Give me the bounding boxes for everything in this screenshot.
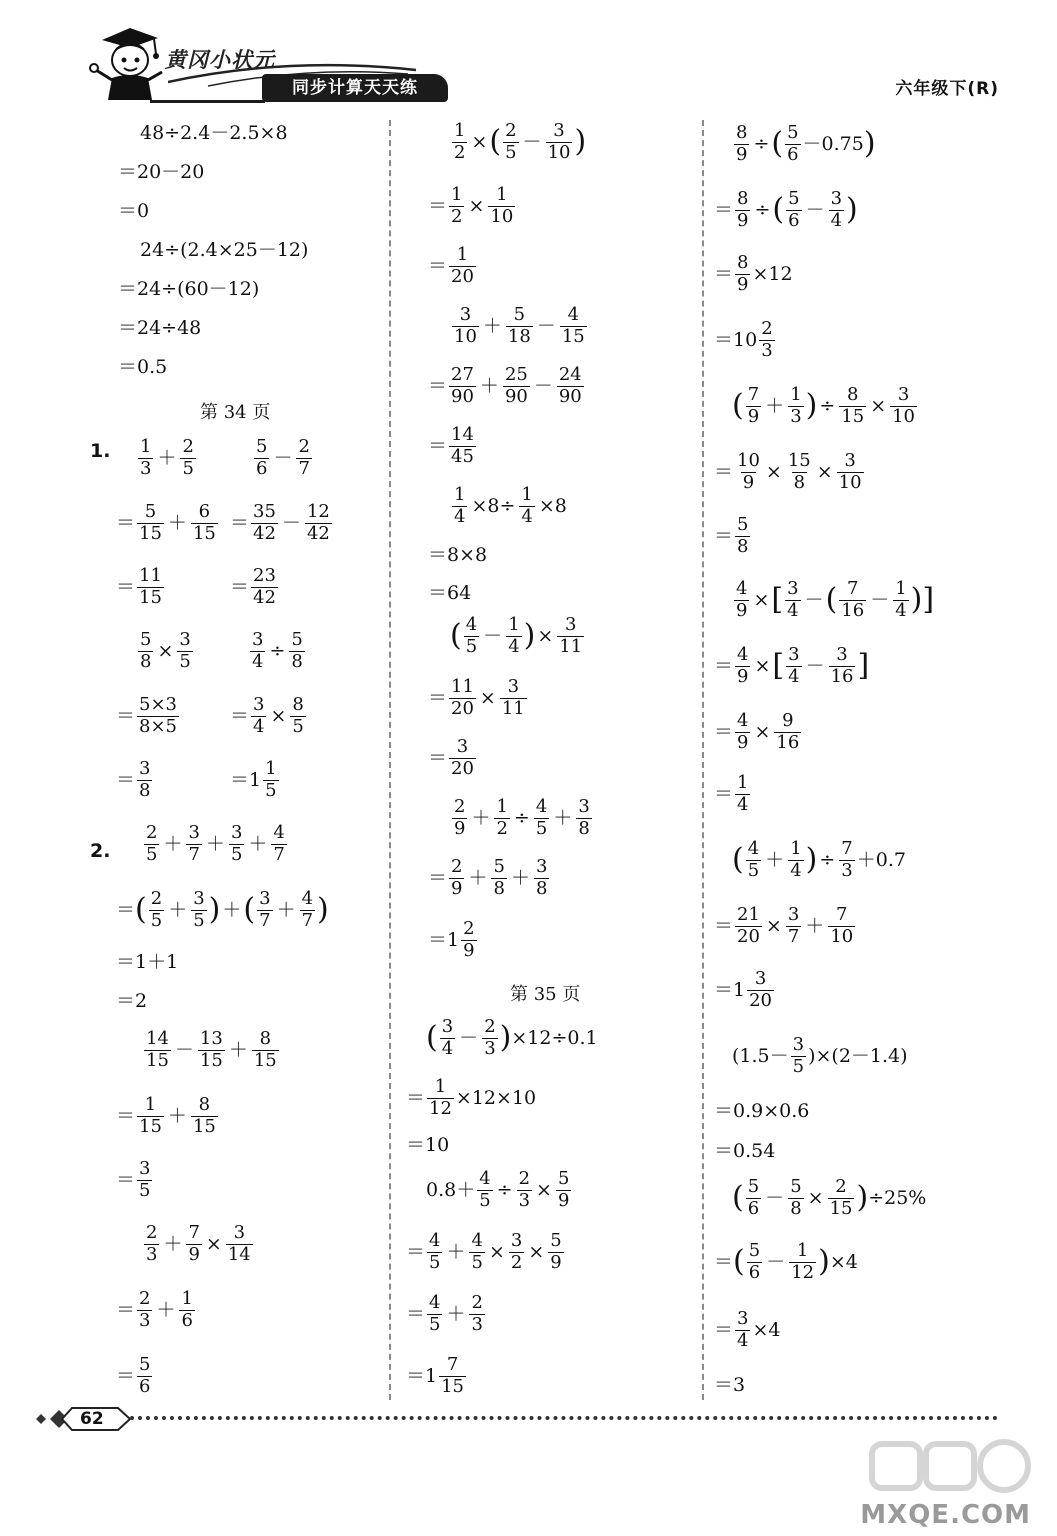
math-line: $\frac{3}{4}$ ÷ $\frac{5}{8}$: [252, 629, 303, 672]
math-line: $\frac{14}{15}$ － $\frac{13}{15}$ ＋ $\frac{8}{15}$: [146, 1028, 277, 1071]
math-line: ＝0.54: [714, 1140, 776, 1162]
math-line: ＝20－20: [118, 161, 205, 183]
math-line: ＝ $\frac{5}{6}$: [116, 1354, 151, 1397]
math-line: ＝1＋1: [116, 951, 179, 973]
math-line: ＝ $\frac{4}{9}$ × [ $\frac{3}{4}$ － $\frac{3}{16}$ ]: [714, 644, 870, 687]
math-line: ＝ ( $\frac{5}{6}$ － $\frac{1}{12}$ ) ×4: [714, 1240, 858, 1283]
math-line: ＝ $\frac{1}{20}$: [428, 244, 474, 287]
question-number: 2.: [90, 840, 111, 862]
math-line: ＝ $\frac{1}{15}$ ＋ $\frac{8}{15}$: [116, 1094, 216, 1137]
math-line: $\frac{2}{5}$ ＋ $\frac{3}{7}$ ＋ $\frac{3}{5}$ ＋ $\frac{4}{7}$: [146, 822, 285, 865]
math-line: ＝ $\frac{35}{42}$ － $\frac{12}{42}$: [230, 501, 330, 544]
column-divider: [389, 120, 391, 1400]
math-line: $\frac{8}{9}$ ÷ ( $\frac{5}{6}$ －0.75 ): [736, 122, 876, 165]
math-line: ＝0: [118, 200, 150, 222]
math-line: ＝ $\frac{3}{5}$: [116, 1158, 151, 1201]
math-line: ＝1 $\frac{1}{5}$: [230, 758, 277, 801]
math-line: ( $\frac{3}{4}$ － $\frac{2}{3}$ ) ×12÷0.1: [426, 1016, 598, 1059]
grade-label: 六年级下(R): [895, 79, 999, 99]
math-line: ＝ $\frac{5}{15}$ ＋ $\frac{6}{15}$: [116, 501, 216, 544]
math-line: ＝ $\frac{10}{9}$ × $\frac{15}{8}$ × $\frac{3}{10}$: [714, 450, 862, 493]
math-line: ＝ $\frac{11}{15}$: [116, 565, 162, 608]
math-line: ＝ ( $\frac{2}{5}$ ＋ $\frac{3}{5}$ ) ＋ ( $\frac{3}{7}$ ＋ $\frac{4}{7}$ ): [116, 888, 329, 931]
watermark-url: MXQE.COM: [860, 1500, 1031, 1530]
math-line: $\frac{1}{2}$ × ( $\frac{2}{5}$ － $\frac{3}{10}$ ): [454, 120, 587, 163]
math-line: ＝10: [406, 1134, 450, 1156]
math-line: ＝1 $\frac{2}{9}$: [428, 918, 475, 961]
brand-name: 黄冈小状元: [165, 48, 275, 72]
math-line: ＝ $\frac{3}{20}$: [428, 736, 474, 779]
math-line: ＝ $\frac{5\times 3}{8\times 5}$: [116, 694, 178, 737]
math-line: 48÷2.4－2.5×8: [140, 122, 288, 144]
math-line: $\frac{1}{4}$ ×8÷ $\frac{1}{4}$ ×8: [454, 484, 567, 527]
math-line: ＝ $\frac{8}{9}$ ×12: [714, 252, 793, 295]
math-line: ( $\frac{4}{5}$ － $\frac{1}{4}$ ) × $\frac{3}{11}$: [450, 614, 583, 657]
math-line: ＝8×8: [428, 544, 488, 566]
math-line: ＝ $\frac{1}{12}$ ×12×10: [406, 1076, 537, 1119]
math-line: ＝1 $\frac{3}{20}$: [714, 968, 772, 1011]
math-line: ＝ $\frac{4}{5}$ ＋ $\frac{2}{3}$: [406, 1292, 483, 1335]
math-line: ＝ $\frac{2}{9}$ ＋ $\frac{5}{8}$ ＋ $\frac{3}{8}$: [428, 856, 548, 899]
math-line: ＝24÷48: [118, 317, 202, 339]
math-line: ＝ $\frac{5}{8}$: [714, 514, 749, 557]
math-line: ＝ $\frac{3}{4}$ ×4: [714, 1308, 781, 1351]
math-line: $\frac{4}{9}$ × [ $\frac{3}{4}$ － ( $\frac{7}{16}$ － $\frac{1}{4}$ )]: [736, 578, 935, 621]
math-line: ＝2: [116, 990, 148, 1012]
math-line: ( $\frac{7}{9}$ ＋ $\frac{1}{3}$ ) ÷ $\frac{8}{15}$ × $\frac{3}{10}$: [732, 384, 916, 427]
math-line: ＝1 $\frac{7}{15}$: [406, 1354, 464, 1397]
math-line: ＝64: [428, 582, 472, 604]
math-line: ＝24÷(60－12): [118, 278, 260, 300]
math-line: ＝ $\frac{4}{9}$ × $\frac{9}{16}$: [714, 710, 800, 753]
math-line: $\frac{2}{3}$ ＋ $\frac{7}{9}$ × $\frac{3}{14}$: [146, 1222, 251, 1265]
section-title: 第 35 页: [510, 984, 581, 1005]
math-line: ＝ $\frac{2}{3}$ ＋ $\frac{1}{6}$: [116, 1288, 193, 1331]
math-line: ＝ $\frac{1}{4}$: [714, 772, 749, 815]
math-line: ＝0.9×0.6: [714, 1100, 810, 1122]
math-line: ＝0.5: [118, 356, 168, 378]
footer-dotted-rule: [130, 1416, 998, 1420]
math-line: ＝10 $\frac{2}{3}$: [714, 318, 773, 361]
mascot-logo-icon: [82, 22, 172, 102]
math-line: ( $\frac{4}{5}$ ＋ $\frac{1}{4}$ ) ÷ $\frac{7}{3}$ ＋0.7: [732, 838, 906, 881]
math-line: 24÷(2.4×25－12): [140, 239, 309, 261]
math-line: ＝ $\frac{1}{2}$ × $\frac{1}{10}$: [428, 184, 514, 227]
math-line: ＝ $\frac{27}{90}$ ＋ $\frac{25}{90}$ － $\frac{24}{90}$: [428, 364, 582, 407]
math-line: $\frac{2}{9}$ ＋ $\frac{1}{2}$ ÷ $\frac{4}{5}$ ＋ $\frac{3}{8}$: [454, 796, 590, 839]
math-line: $\frac{5}{8}$ × $\frac{3}{5}$: [140, 629, 191, 672]
math-line: ＝ $\frac{4}{5}$ ＋ $\frac{4}{5}$ × $\frac{3}{2}$ × $\frac{5}{9}$: [406, 1230, 562, 1273]
math-line: ＝3: [714, 1374, 746, 1396]
math-line: $\frac{1}{3}$ ＋ $\frac{2}{5}$: [140, 436, 194, 479]
math-line: ( $\frac{5}{6}$ － $\frac{5}{8}$ × $\frac{2}{15}$ ) ÷25%: [732, 1176, 927, 1219]
math-line: 0.8＋ $\frac{4}{5}$ ÷ $\frac{2}{3}$ × $\frac{5}{9}$: [426, 1168, 570, 1211]
math-line: ＝ $\frac{23}{42}$: [230, 565, 276, 608]
math-line: ＝ $\frac{11}{20}$ × $\frac{3}{11}$: [428, 676, 525, 719]
math-line: ＝ $\frac{3}{4}$ × $\frac{8}{5}$: [230, 694, 304, 737]
math-line: (1.5－ $\frac{3}{5}$ )×(2－1.4): [732, 1034, 908, 1077]
column-divider: [702, 120, 704, 1400]
page-number: 62: [80, 1409, 104, 1429]
math-line: ＝ $\frac{8}{9}$ ÷ ( $\frac{5}{6}$ － $\frac{3}{4}$ ): [714, 188, 858, 231]
math-line: ＝ $\frac{3}{8}$: [116, 758, 151, 801]
series-banner: 同步计算天天练: [262, 74, 448, 102]
math-line: $\frac{3}{10}$ ＋ $\frac{5}{18}$ － $\frac{4}{15}$: [454, 304, 585, 347]
question-number: 1.: [90, 440, 111, 462]
page-header: [0, 0, 1057, 110]
section-title: 第 34 页: [200, 402, 271, 423]
math-line: $\frac{5}{6}$ － $\frac{2}{7}$: [256, 436, 310, 479]
math-line: ＝ $\frac{14}{45}$: [428, 424, 474, 467]
header-rule: [150, 100, 265, 103]
math-line: ＝ $\frac{21}{20}$ × $\frac{3}{7}$ ＋ $\frac{7}{10}$: [714, 904, 854, 947]
